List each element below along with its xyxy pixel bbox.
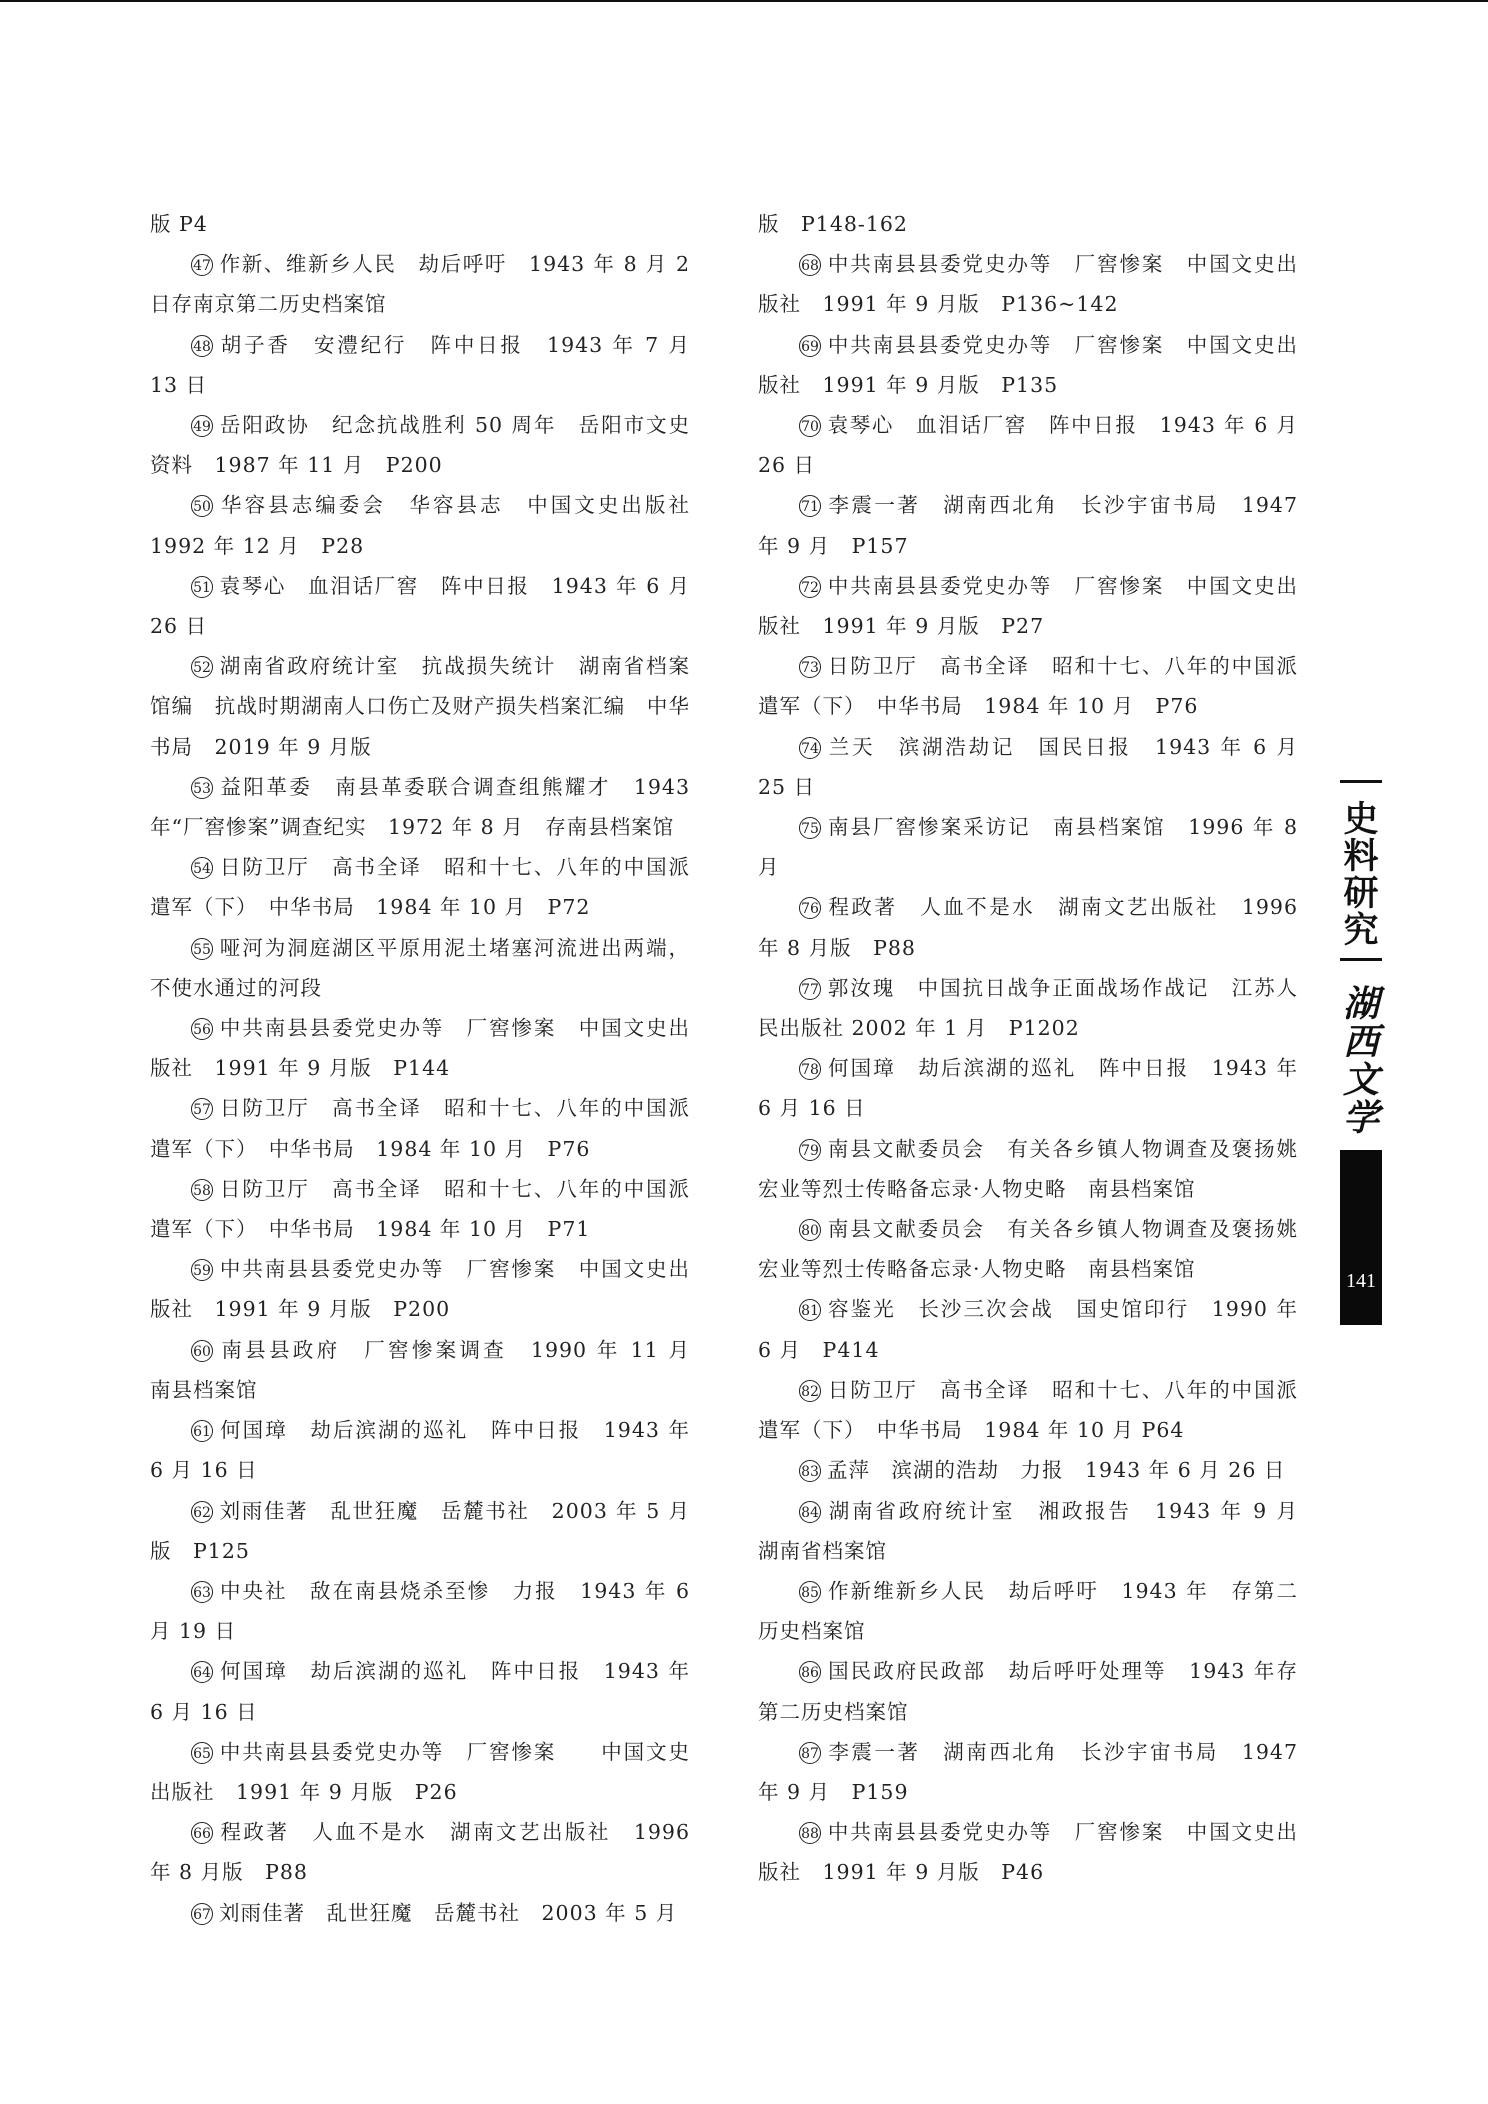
footnote-text: 南县文献委员会 有关各乡镇人物调查及褒扬姚宏业等烈士传略备忘录·人物史略 南县档案馆 — [758, 1136, 1298, 1201]
journal-logo-char: 西 — [1342, 1021, 1379, 1063]
footnote-number: 72 — [799, 576, 821, 598]
footnote-item — [758, 1289, 1298, 1369]
footnote-text: 李震一著 湖南西北角 长沙宇宙书局 1947 年 9 月 P159 — [758, 1739, 1298, 1804]
footnote-number: 68 — [799, 254, 821, 276]
footnote-text: 程政著 人血不是水 湖南文艺出版社 1996 年 8 月版 P88 — [758, 895, 1298, 960]
footnote-text: 中央社 敌在南县烧杀至惨 力报 1943 年 6 月 19 日 — [150, 1578, 690, 1644]
footnote-number: 82 — [799, 1380, 821, 1402]
footnote-item — [758, 1571, 1298, 1651]
footnote-item — [150, 1651, 690, 1731]
footnote-text: 刘雨佳著 乱世狂魔 岳麓书社 2003 年 5 月版 P125 — [150, 1498, 690, 1563]
footnote-text: 何国璋 劫后滨湖的巡礼 阵中日报 1943 年 6 月 16 日 — [758, 1056, 1298, 1121]
footnotes-left-column — [150, 204, 712, 1933]
footnote-number: 77 — [799, 978, 821, 1000]
footnote-number: 73 — [799, 656, 821, 678]
footnote-text: 李震一著 湖南西北角 长沙宇宙书局 1947 年 9 月 P157 — [758, 493, 1298, 558]
footnote-item — [758, 1048, 1298, 1128]
footnote-text: 哑河为洞庭湖区平原用泥土堵塞河流进出两端，不使水通过的河段 — [150, 935, 690, 1000]
footnote-item — [150, 1812, 690, 1892]
footnote-item — [150, 1008, 690, 1088]
footnote-item — [758, 1812, 1298, 1892]
footnote-number: 76 — [799, 897, 821, 919]
journal-logo-char: 文 — [1342, 1059, 1379, 1101]
footnote-text: 版 P148-162 — [758, 212, 908, 236]
footnote-item — [150, 244, 690, 324]
footnote-number: 78 — [799, 1058, 821, 1080]
footnote-text: 南县文献委员会 有关各乡镇人物调查及褒扬姚宏业等烈士传略备忘录·人物史略 南县档案馆 — [758, 1217, 1298, 1282]
footnote-text: 日防卫厅 高书全译 昭和十七、八年的中国派遣军（下） 中华书局 1984 年 10 月 P72 — [150, 855, 690, 920]
footnote-number: 49 — [191, 415, 213, 437]
footnote-item — [758, 1209, 1298, 1289]
footnote-item — [150, 1491, 690, 1571]
footnote-text: 中共南县县委党史办等 厂窖惨案 中国文史出版社 1991 年 9 月版 P136~142 — [758, 252, 1298, 317]
section-label-char: 研 — [1343, 874, 1379, 914]
footnote-number: 50 — [191, 495, 213, 517]
footnote-item — [758, 887, 1298, 967]
footnote-item — [758, 566, 1298, 646]
section-label — [1340, 802, 1382, 950]
footnote-number: 88 — [799, 1822, 821, 1844]
footnote-text: 中共南县县委党史办等 厂窖惨案 中国文史出版社 1991 年 9 月版 P144 — [150, 1016, 690, 1081]
footnote-text: 中共南县县委党史办等 厂窖惨案 中国文史出版社 1991 年 9 月版 P200 — [150, 1257, 690, 1322]
journal-logo — [1340, 985, 1382, 1137]
footnote-number: 66 — [191, 1822, 213, 1844]
footnote-number: 65 — [191, 1742, 213, 1764]
footnote-text: 中共南县县委党史办等 厂窖惨案 中国文史出版社 1991 年 9 月版 P27 — [758, 573, 1298, 639]
footnote-item — [150, 767, 690, 847]
footnote-item — [150, 1571, 690, 1651]
footnote-text: 日防卫厅 高书全译 昭和十七、八年的中国派遣军（下） 中华书局 1984 年 10 月 P64 — [758, 1377, 1298, 1443]
footnote-item — [150, 646, 690, 767]
footnote-text: 华容县志编委会 华容县志 中国文史出版社 1992 年 12 月 P28 — [150, 493, 690, 558]
footnote-item — [758, 405, 1298, 485]
journal-logo-char: 湖 — [1342, 983, 1379, 1025]
footnote-item — [150, 405, 690, 485]
footnote-number: 81 — [799, 1299, 821, 1321]
footnote-item — [150, 1732, 690, 1812]
footnote-item — [150, 928, 690, 1008]
footnotes-right-column — [758, 204, 1320, 1893]
footnote-number: 47 — [191, 254, 213, 276]
footnote-number: 56 — [191, 1018, 213, 1040]
footnote-text: 益阳革委 南县革委联合调查组熊耀才 1943 年“厂窖惨案”调查纪实 1972 年 8 月 存南县档案馆 — [150, 774, 690, 840]
footnote-number: 80 — [799, 1219, 821, 1241]
footnote-number: 63 — [191, 1581, 213, 1603]
section-label-char: 料 — [1343, 837, 1379, 877]
section-label-char: 史 — [1343, 800, 1379, 840]
footnote-text: 国民政府民政部 劫后呼吁处理等 1943 年存第二历史档案馆 — [758, 1659, 1298, 1724]
footnote-text: 作新、维新乡人民 劫后呼吁 1943 年 8 月 2 日存南京第二历史档案馆 — [150, 252, 690, 317]
footnote-text: 湖南省政府统计室 抗战损失统计 湖南省档案馆编 抗战时期湖南人口伤亡及财产损失档案汇编 中华书局 2019 年 9 月版 — [150, 654, 690, 759]
footnote-item — [150, 1893, 690, 1933]
footnote-text: 南县县政府 厂窖惨案调查 1990 年 11 月 南县档案馆 — [150, 1337, 712, 1402]
journal-logo-char: 学 — [1342, 1097, 1379, 1139]
footnote-text: 中共南县县委党史办等 厂窖惨案 中国文史出版社 1991 年 9 月版 P26 — [150, 1739, 690, 1804]
footnote-text: 中共南县县委党史办等 厂窖惨案 中国文史出版社 1991 年 9 月版 P46 — [758, 1820, 1298, 1885]
footnote-item — [758, 244, 1298, 324]
footnote-item — [150, 566, 690, 646]
footnote-number: 67 — [191, 1903, 213, 1925]
footnote-text: 日防卫厅 高书全译 昭和十七、八年的中国派遣军（下） 中华书局 1984 年 10 月 P76 — [758, 654, 1298, 719]
footnote-number: 52 — [191, 656, 213, 678]
footnote-text: 郭汝瑰 中国抗日战争正面战场作战记 江苏人民出版社 2002 年 1 月 P1202 — [758, 975, 1298, 1041]
footnote-item — [758, 1370, 1298, 1450]
footnote-number: 83 — [799, 1460, 821, 1482]
footnote-number: 57 — [191, 1098, 213, 1120]
footnote-number: 55 — [191, 938, 213, 960]
footnote-text: 孟萍 滨湖的浩劫 力报 1943 年 6 月 26 日 — [827, 1458, 1286, 1483]
footnote-number: 64 — [191, 1661, 213, 1683]
footnote-item — [150, 1088, 690, 1168]
footnote-text: 湖南省政府统计室 湘政报告 1943 年 9 月 湖南省档案馆 — [758, 1498, 1320, 1563]
section-label-char: 究 — [1343, 911, 1379, 951]
footnote-item — [150, 485, 690, 565]
footnote-text: 作新维新乡人民 劫后呼吁 1943 年 存第二历史档案馆 — [758, 1578, 1298, 1644]
footnote-continuation — [150, 204, 690, 244]
footnote-item — [758, 1732, 1298, 1812]
page-number-block — [1340, 1150, 1382, 1325]
footnote-text: 胡子香 安澧纪行 阵中日报 1943 年 7 月 13 日 — [150, 332, 690, 397]
footnote-number: 75 — [799, 817, 821, 839]
footnote-item — [758, 485, 1298, 565]
footnote-number: 71 — [799, 495, 821, 517]
footnote-text: 容鉴光 长沙三次会战 国史馆印行 1990 年 6 月 P414 — [758, 1297, 1298, 1362]
footnote-item — [150, 325, 690, 405]
footnote-number: 48 — [191, 335, 213, 357]
footnote-item — [150, 847, 690, 927]
footnote-item — [150, 1169, 690, 1249]
footnote-text: 程政著 人血不是水 湖南文艺出版社 1996 年 8 月版 P88 — [150, 1820, 690, 1885]
footnote-text: 版 P4 — [150, 212, 208, 236]
footnote-text: 袁琴心 血泪话厂窖 阵中日报 1943 年 6 月 26 日 — [150, 573, 690, 639]
footnote-number: 59 — [191, 1259, 213, 1281]
footnote-text: 何国璋 劫后滨湖的巡礼 阵中日报 1943 年 6 月 16 日 — [150, 1418, 690, 1483]
footnote-number: 84 — [799, 1501, 821, 1523]
footnote-item — [758, 727, 1298, 807]
footnote-number: 58 — [191, 1179, 213, 1201]
footnote-text: 南县厂窖惨案采访记 南县档案馆 1996 年 8 月 — [758, 815, 1298, 880]
footnote-item — [150, 1249, 690, 1329]
footnote-text: 岳阳政协 纪念抗战胜利 50 周年 岳阳市文史资料 1987 年 11 月 P200 — [150, 413, 690, 478]
footnote-number: 86 — [799, 1661, 821, 1683]
footnote-item — [758, 968, 1298, 1048]
footnote-item — [758, 1129, 1298, 1209]
page-number: 141 — [1346, 1270, 1376, 1292]
footnote-number: 61 — [191, 1420, 213, 1442]
top-border-line — [0, 0, 1488, 2]
footnote-number: 70 — [799, 415, 821, 437]
footnote-text: 兰天 滨湖浩劫记 国民日报 1943 年 6 月 25 日 — [758, 734, 1298, 799]
footnote-continuation — [758, 204, 1298, 244]
footnote-number: 79 — [799, 1139, 821, 1161]
side-rule-middle — [1340, 958, 1382, 961]
footnote-item — [758, 1491, 1320, 1571]
footnote-item — [758, 807, 1298, 887]
footnote-item — [758, 325, 1298, 405]
footnote-item — [150, 1410, 690, 1490]
footnote-number: 69 — [799, 335, 821, 357]
footnote-number: 62 — [191, 1501, 213, 1523]
footnote-number: 87 — [799, 1742, 821, 1764]
footnote-text: 刘雨佳著 乱世狂魔 岳麓书社 2003 年 5 月 — [219, 1900, 678, 1925]
footnote-item — [150, 1330, 712, 1410]
footnote-item — [758, 1651, 1298, 1731]
footnote-number: 60 — [191, 1340, 213, 1362]
footnote-number: 74 — [799, 737, 821, 759]
footnote-text: 日防卫厅 高书全译 昭和十七、八年的中国派遣军（下） 中华书局 1984 年 10 月 P76 — [150, 1096, 690, 1161]
footnote-number: 51 — [191, 576, 213, 598]
footnote-item — [758, 1450, 1298, 1490]
footnote-text: 袁琴心 血泪话厂窖 阵中日报 1943 年 6 月 26 日 — [758, 413, 1298, 478]
footnote-number: 85 — [799, 1581, 821, 1603]
side-rule-top — [1340, 780, 1382, 783]
footnote-number: 54 — [191, 857, 213, 879]
footnote-text: 何国璋 劫后滨湖的巡礼 阵中日报 1943 年 6 月 16 日 — [150, 1659, 690, 1724]
footnote-number: 53 — [191, 777, 213, 799]
footnote-text: 日防卫厅 高书全译 昭和十七、八年的中国派遣军（下） 中华书局 1984 年 10 月 P71 — [150, 1176, 690, 1242]
footnote-item — [758, 646, 1298, 726]
footnote-text: 中共南县县委党史办等 厂窖惨案 中国文史出版社 1991 年 9 月版 P135 — [758, 332, 1298, 397]
